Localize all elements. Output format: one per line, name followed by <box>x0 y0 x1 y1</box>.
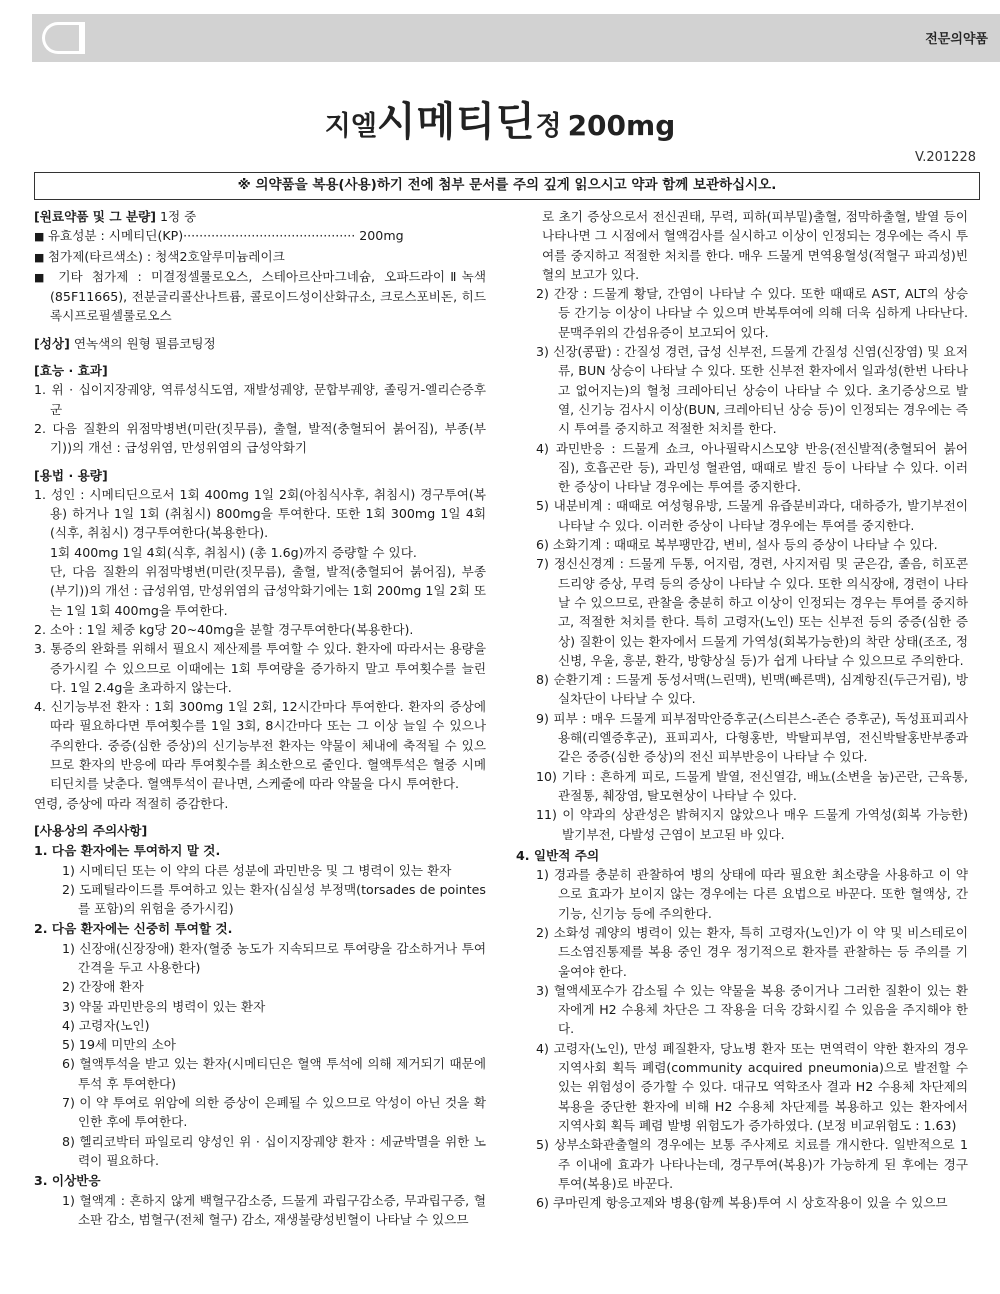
adverse-item: 11) 이 약과의 상관성은 밝혀지지 않았으나 매우 드물게 가역성(회복 가능한) 발기부전, 다발성 근염이 보고된 바 있다. <box>536 807 968 842</box>
dosage-heading: [용법 · 용량] <box>34 467 108 483</box>
indications-heading: [효능 · 효과] <box>34 363 108 379</box>
product-title <box>0 90 1000 147</box>
adverse-item: 7) 정신신경계 : 드물게 두통, 어지럼, 경련, 사지저림 및 굳은감, 졸음, 히포콘드리양 증상, 무력 등의 증상이 나타날 수 있다. 또한 의식장애, 경련이 나타날 수 있으므로, 관찰을 충분히 하고 이상이 인정되는 경우는 투여를 중지하고, 적절한 처치를 한다. 특히 고령자(노인) 또는 신부전 등의 중증(심한 증상) 질환이 있는 환자에서 드물게 가역성(회복가능한)의 착란 상태(조조, 정신병, 우울, 흥분, 환각, 방향상실 등)가 쉽게 나타날 수 있으므로 주의한다. <box>536 556 968 668</box>
additive-color: ■ 첨가제(타르색소) : 청색2호알루미늄레이크 <box>34 248 285 264</box>
precaution-item: 2) 간장애 환자 <box>62 979 144 995</box>
general-caution-item: 5) 상부소화관출혈의 경우에는 보통 주사제로 치료를 개시한다. 일반적으로 1주 이내에 효과가 나타나는데, 경구투여(복용)가 가능하게 된 후에는 경구투여(복용)로 바꾼다. <box>536 1137 968 1191</box>
title-prefix: 지엘 <box>324 111 377 142</box>
precaution-subheading: 1. 다음 환자에는 투여하지 말 것. <box>34 843 221 859</box>
precaution-item: 8) 헬리코박터 파일로리 양성인 위 · 십이지장궤양 환자 : 세균박멸을 위한 노력이 필요하다. <box>62 1133 486 1168</box>
precaution-item: 1) 신장애(신장장애) 환자(혈중 농도가 지속되므로 투여량을 감소하거나 투여간격을 두고 사용한다) <box>62 940 486 975</box>
adverse-item: 5) 내분비계 : 때때로 여성형유방, 드물게 유즙분비과다, 대하증가, 발기부전이 나타날 수 있다. 이러한 증상이 나타날 경우에는 투여를 중지한다. <box>536 498 968 533</box>
indication-item: 2. 다음 질환의 위점막병변(미란(짓무름), 출혈, 발적(충혈되어 붉어짐), 부종(부기))의 개선 : 급성위염, 만성위염의 급성악화기 <box>34 420 486 456</box>
right-column <box>516 207 968 1212</box>
general-caution-item: 4) 고령자(노인), 만성 폐질환자, 당뇨병 환자 또는 면역력이 약한 환자의 경우 지역사회 획득 폐렴(community acquired pneumonia)으로 발전할 수 있는 위험성이 증가할 수 있다. 대규모 역학조사 결과 H2 수용체 차단제의 복용을 중단한 환자에 비해 H2 수용체 차단제를 복용하고 있는 환자에서 지역사회 획득 폐렴 발병 위험도가 증가하였다. (보정 비교위험도 : 1.63) <box>536 1040 968 1133</box>
general-caution-item: 3) 혈액세포수가 감소될 수 있는 약물을 복용 중이거나 그러한 질환이 있는 환자에게 H2 수용체 차단은 그 작용을 더욱 강화시킬 수 있음을 주지해야 한다. <box>536 982 968 1037</box>
general-caution-item: 1) 경과를 충분히 관찰하여 병의 상태에 따라 필요한 최소량을 사용하고 이 약으로 효과가 보이지 않는 경우에는 다른 요법으로 바꾼다. 또한 혈액상, 간기능, 신기능 등에 주의한다. <box>536 867 968 921</box>
dosage-section <box>34 466 486 813</box>
precaution-item: 2) 도페틸라이드를 투여하고 있는 환자(심실성 부정맥(torsades de pointes를 포함)의 위험을 증가시킴) <box>62 881 486 917</box>
precaution-item: 1) 혈액계 : 흔하지 않게 백혈구감소증, 드물게 과립구감소증, 무과립구증, 혈소판 감소, 범혈구(전체 혈구) 감소, 재생불량성빈혈이 나타날 수 있으므 <box>62 1192 486 1227</box>
precautions-heading: [사용상의 주의사항] <box>34 822 148 838</box>
title-suffix: 정 <box>535 111 562 142</box>
title-main: 시메티딘 <box>376 99 536 145</box>
precaution-item: 7) 이 약 투여로 위암에 의한 증상이 은폐될 수 있으므로 악성이 아닌 것을 확인한 후에 투여한다. <box>62 1095 486 1130</box>
adverse-continued: 로 초기 증상으로서 전신권태, 무력, 피하(피부밑)출혈, 점막하출혈, 발열 등이 나타나면 그 시점에서 혈액검사를 실시하고 이상이 인정되는 경우에는 즉시 투여를 중지하고 적절한 처치를 한다. 매우 드물게 면역용혈성(적혈구 파괴성)빈혈의 보고가 있다. <box>542 209 968 282</box>
precaution-item: 3) 약물 과민반응의 병력이 있는 환자 <box>62 998 266 1014</box>
general-caution-item: 2) 소화성 궤양의 병력이 있는 환자, 특히 고령자(노인)가 이 약 및 비스테로이드소염진통제를 복용 중인 경우 정기적으로 환자를 관찰하는 등 주의를 기울여야 한다. <box>536 924 968 979</box>
adverse-item: 10) 기타 : 흔하게 피로, 드물게 발열, 전신열감, 배뇨(소변을 눔)곤란, 근육통, 관절통, 췌장염, 탈모현상이 나타날 수 있다. <box>536 768 968 803</box>
dosage-item: 1. 성인 : 시메티딘으로서 1회 400mg 1일 2회(아침식사후, 취침시) 경구투여(복용) 하거나 1일 1회 (취침시) 800mg을 투여한다. 또한 1회 300mg 1일 4회(식후, 취침시) 경구투여한다(복용한다). <box>34 486 486 541</box>
left-column <box>34 207 486 1229</box>
active-ingredient: ■ 유효성분 : 시메티딘(KP)··········································· 200mg <box>34 228 404 244</box>
adverse-item: 4) 과민반응 : 드물게 쇼크, 아나필락시스모양 반응(전신발적(충혈되어 붉어짐), 호흡곤란 등), 과민성 혈관염, 때때로 발진 등이 나타날 수 있다. 이러한 증상이 나타날 경우에는 투여를 중지한다. <box>536 440 968 495</box>
additive-other: ■ 기타 첨가제 : 미결정셀룰로오스, 스테아르산마그네슘, 오파드라이Ⅱ녹색(85F11665), 전분글리콜산나트륨, 콜로이드성이산화규소, 크로스포비돈, 히드록시프로필셀룰로오스 <box>34 268 487 324</box>
precaution-item: 5) 19세 미만의 소아 <box>62 1037 176 1053</box>
adverse-item: 8) 순환기계 : 드물게 동성서맥(느린맥), 빈맥(빠른맥), 심계항진(두근거림), 방실차단이 나타날 수 있다. <box>536 672 968 707</box>
header-bar <box>32 14 1000 62</box>
notice-box: ※ 의약품을 복용(사용)하기 전에 첨부 문서를 주의 깊게 읽으시고 약과 함께 보관하십시오. <box>34 172 980 200</box>
appearance-heading: [성상] 연녹색의 원형 필름코팅정 <box>34 335 216 351</box>
title-dose: 200mg <box>567 109 676 142</box>
dosage-item: 단, 다음 질환의 위점막병변(미란(짓무름), 출혈, 발적(충혈되어 붉어짐), 부종(부기))의 개선 : 급성위염, 만성위염의 급성악화기에는 1회 200mg 1일 2회 또는 1일 1회 400mg을 투여한다. <box>50 564 486 618</box>
adverse-item: 6) 소화기계 : 때때로 복부팽만감, 변비, 설사 등의 증상이 나타날 수 있다. <box>536 537 938 553</box>
indication-item: 1. 위 · 십이지장궤양, 역류성식도염, 재발성궤양, 문합부궤양, 졸링거-엘리슨증후군 <box>34 382 486 417</box>
logo-icon <box>42 22 82 54</box>
adverse-item: 9) 피부 : 매우 드물게 피부점막안증후군(스티븐스-존슨 증후군), 독성표피괴사용해(리엘증후군), 표피괴사, 다형홍반, 박탈피부염, 전신박탈홍반부종과 같은 중증(심한 증상)의 전신 피부반응이 나타날 수 있다. <box>536 710 968 765</box>
precautions-section <box>34 821 486 1229</box>
dosage-item: 4. 신기능부전 환자 : 1회 300mg 1일 2회, 12시간마다 투여한다. 환자의 증상에 따라 필요하다면 투여횟수를 1일 3회, 8시간마다 또는 그 이상 늘일 수 있으나 주의한다. 중증(심한 증상)의 신기능부전 환자는 약물이 체내에 축적될 수 있으므로 환자의 반응에 따라 투여횟수를 최소한으로 줄인다. 혈액투석은 혈중 시메티딘치를 낮춘다. 혈액투석이 끝나면, 스케줄에 따라 약물을 다시 투여한다. <box>34 699 486 792</box>
dosage-item: 2. 소아 : 1일 체중 kg당 20~40mg을 분할 경구투여한다(복용한다). <box>34 621 414 637</box>
general-caution-item: 6) 쿠마린계 항응고제와 병용(함께 복용)투여 시 상호작용이 있을 수 있으므 <box>536 1195 948 1211</box>
composition-section <box>34 207 486 326</box>
dosage-footer: 연령, 증상에 따라 적절히 증감한다. <box>34 795 229 811</box>
dosage-item: 3. 통증의 완화를 위해서 필요시 제산제를 투여할 수 있다. 환자에 따라서는 용량을 증가시킬 수 있으므로 이때에는 1회 투여량을 증가하지 말고 투여횟수를 늘린다. 1일 2.4g을 초과하지 않는다. <box>34 641 486 695</box>
adverse-item: 2) 간장 : 드물게 황달, 간염이 나타날 수 있다. 또한 때때로 AST, ALT의 상승 등 간기능 이상이 나타날 수 있으며 반복투여에 의해 더욱 심하게 나타난다. 문맥주위의 간섬유증이 보고되어 있다. <box>536 286 968 340</box>
dosage-item: 1회 400mg 1일 4회(식후, 취침시) (총 1.6g)까지 증량할 수 있다. <box>50 544 417 560</box>
composition-heading: [원료약품 및 그 분량] 1정 중 <box>34 209 197 224</box>
general-caution-heading: 4. 일반적 주의 <box>516 847 600 863</box>
version-label: V.201228 <box>915 150 976 165</box>
precaution-item: 1) 시메티딘 또는 이 약의 다른 성분에 과민반응 및 그 병력이 있는 환자 <box>62 862 452 878</box>
precaution-item: 6) 혈액투석을 받고 있는 환자(시메티딘은 혈액 투석에 의해 제거되기 때문에 투석 후 투여한다) <box>62 1056 486 1091</box>
appearance-section <box>34 334 486 353</box>
rx-label: 전문의약품 <box>925 32 988 47</box>
precaution-item: 4) 고령자(노인) <box>62 1017 150 1033</box>
precaution-subheading: 3. 이상반응 <box>34 1173 101 1189</box>
indications-section <box>34 361 486 457</box>
precaution-subheading: 2. 다음 환자에는 신중히 투여할 것. <box>34 921 233 937</box>
adverse-item: 3) 신장(콩팥) : 간질성 경련, 급성 신부전, 드물게 간질성 신염(신장염) 및 요저류, BUN 상승이 나타날 수 있다. 또한 신부전 환자에서 일과성(한번 나타나고 없어지는)의 혈청 크레아티닌 상승이 나타날 수 있다. 초기증상으로 발열, 신기능 검사시 이상(BUN, 크레아티닌 상승 등)이 인정되는 경우에는 즉시 투여를 중지하고 적절한 처치를 한다. <box>536 344 968 437</box>
